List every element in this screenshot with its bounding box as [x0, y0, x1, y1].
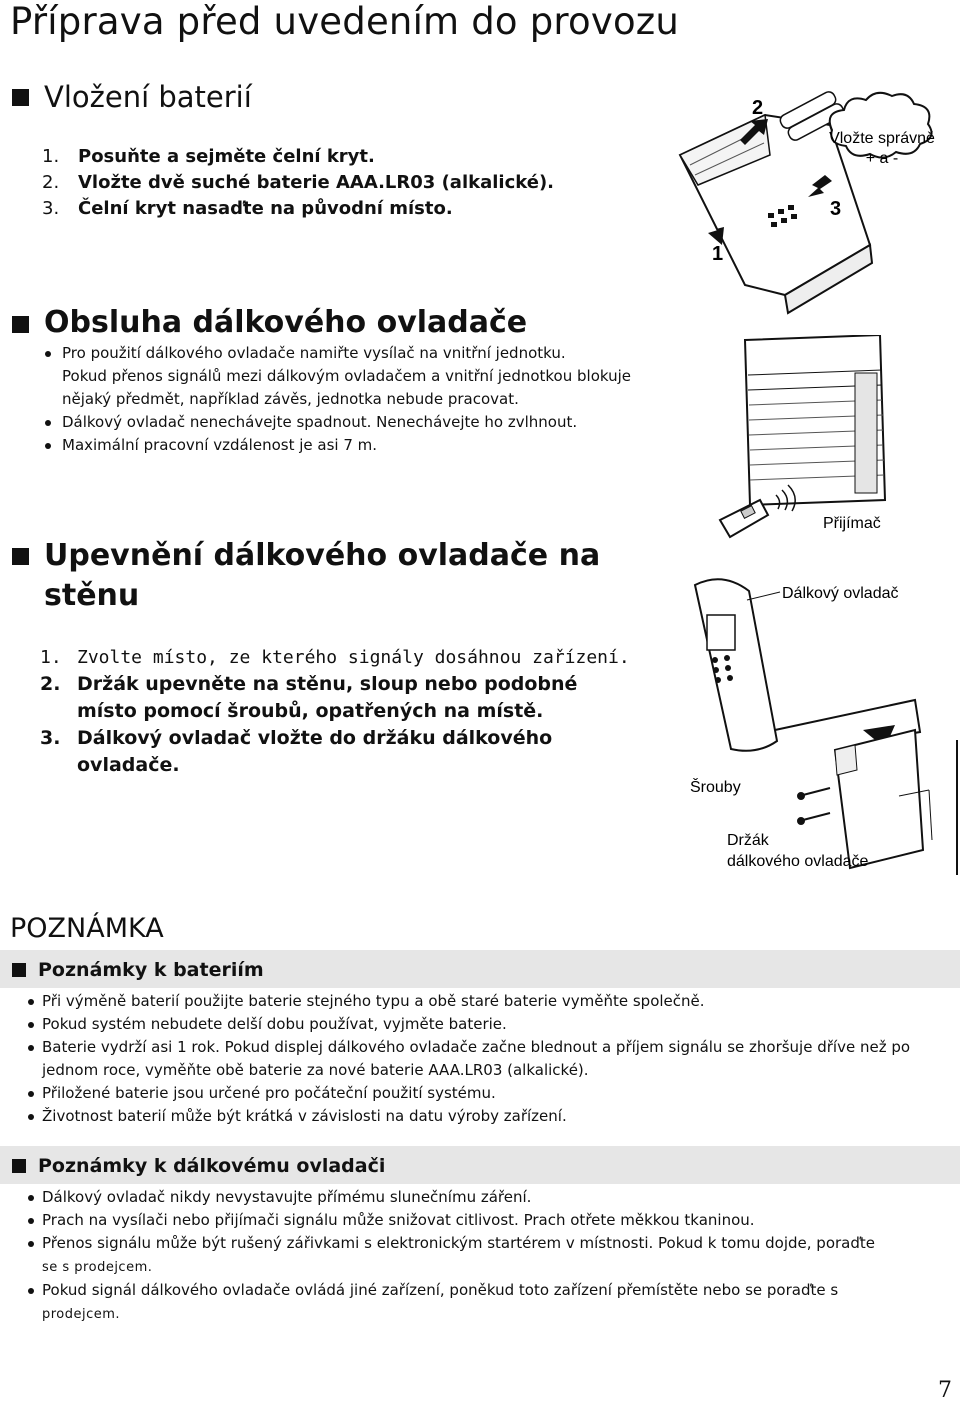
- list-item: [45, 365, 645, 411]
- square-bullet-icon: [12, 316, 29, 333]
- figure-step-label: 2: [752, 97, 764, 119]
- step-text: Zvolte místo, ze kterého signály dosáhnou zařízení.: [77, 647, 630, 668]
- bullet-text: Pokud přenos signálů mezi dálkovým ovladačem a vnitřní jednotkou blokuje nějaký předmět, například závěs, jednotka nebude pracovat.: [62, 367, 632, 408]
- step-number: 2.: [40, 673, 61, 695]
- section-title: Vložení baterií: [44, 80, 252, 114]
- note-heading-batteries: [8, 958, 264, 982]
- bullet-dot-icon: [28, 1114, 34, 1120]
- bullet-dot-icon: [28, 1241, 34, 1247]
- step-text: Čelní kryt nasaďte na původní místo.: [78, 198, 453, 219]
- section-title: Upevnění dálkového ovladače na stěnu: [44, 538, 601, 613]
- list-item: [28, 990, 933, 1013]
- note-text: Při výměně baterií použijte baterie stejného typu a obě staré baterie vyměňte společně.: [42, 992, 705, 1010]
- bullet-text: Dálkový ovladač nenechávejte spadnout. Nenechávejte ho zvlhnout.: [62, 413, 578, 431]
- bullet-dot-icon: [45, 351, 51, 357]
- bullet-dot-icon: [45, 420, 51, 426]
- bullet-dot-icon: [28, 999, 34, 1005]
- step-item: [42, 170, 554, 196]
- list-item: [45, 342, 645, 365]
- square-bullet-icon: [12, 89, 29, 106]
- wall-mount-illustration: [685, 570, 960, 880]
- step-number: 3.: [40, 727, 61, 749]
- list-item: [28, 1279, 933, 1326]
- list-item: [28, 1082, 933, 1105]
- step-item: [40, 725, 640, 779]
- battery-insertion-illustration: [660, 85, 960, 325]
- figure-step-label: 1: [712, 243, 724, 265]
- step-item: [40, 671, 640, 725]
- remote-controller-shape: [695, 579, 777, 751]
- note-heading-remote: [8, 1154, 385, 1178]
- step-number: 3.: [42, 198, 60, 219]
- section-heading-operation: [8, 305, 527, 341]
- holder-label-line1: Držák: [727, 832, 769, 849]
- list-item: [45, 411, 645, 434]
- step-text: Posuňte a sejměte čelní kryt.: [78, 146, 375, 167]
- note-text: Přenos signálu může být rušený zářivkami s elektronickým startérem v místnosti. Pokud k tomu dojde, poraďte: [42, 1234, 875, 1252]
- step-item: [42, 196, 554, 222]
- step-number: 1.: [42, 146, 60, 167]
- step-text: Držák upevněte na stěnu, sloup nebo podobné místo pomocí šroubů, opatřených na místě.: [77, 673, 578, 722]
- bullet-text: Pro použití dálkového ovladače namiřte vysílač na vnitřní jednotku.: [62, 344, 566, 362]
- list-item: [28, 1232, 933, 1279]
- bullet-text: Maximální pracovní vzdálenost je asi 7 m.: [62, 436, 378, 454]
- callout-text-line2: + a -: [865, 150, 899, 167]
- holder-label-line2: dálkového ovladače: [727, 853, 869, 870]
- section-heading-wall: [8, 536, 628, 616]
- note-text: Životnost baterií může být krátká v závislosti na datu výroby zařízení.: [42, 1107, 567, 1125]
- note-heading-text: Poznámky k bateriím: [38, 959, 264, 981]
- remote-pointing-icon: [720, 500, 768, 537]
- bullet-dot-icon: [28, 1288, 34, 1294]
- step-text: Vložte dvě suché baterie AAA.LR03 (alkalické).: [78, 172, 555, 193]
- figure-step-label: 3: [830, 198, 842, 220]
- note-text-tail: prodejcem.: [42, 1307, 121, 1322]
- leader-line: [747, 592, 780, 600]
- note-title: POZNÁMKA: [10, 913, 164, 944]
- screw-icon: [798, 788, 830, 824]
- section-title: Obsluha dálkového ovladače: [44, 305, 528, 340]
- step-item: [42, 144, 554, 170]
- battery-notes: [28, 990, 933, 1128]
- indoor-unit-illustration: [690, 335, 960, 565]
- step-number: 1.: [40, 647, 62, 668]
- list-item: [28, 1013, 933, 1036]
- indoor-unit-shape: [745, 335, 885, 505]
- note-text-tail: se s prodejcem.: [42, 1260, 153, 1275]
- insert-path-line: [775, 700, 920, 738]
- screws-label: Šrouby: [690, 779, 741, 796]
- note-text: Prach na vysílači nebo přijímači signálu může snižovat citlivost. Prach otřete měkkou tkaninou.: [42, 1211, 755, 1229]
- remote-notes: [28, 1186, 933, 1326]
- list-item: [28, 1105, 933, 1128]
- callout-text-line1: Vložte správně: [829, 130, 935, 147]
- receiver-label: Přijímač: [823, 515, 881, 532]
- section-heading-batteries: [8, 80, 252, 114]
- bullet-dot-icon: [28, 1022, 34, 1028]
- page-number: 7: [938, 1378, 952, 1403]
- bullet-dot-icon: [45, 443, 51, 449]
- step-item: [40, 644, 640, 671]
- bullet-dot-icon: [28, 1091, 34, 1097]
- step-text: Dálkový ovladač vložte do držáku dálkového ovladače.: [77, 727, 553, 776]
- note-text: Přiložené baterie jsou určené pro počáteční použití systému.: [42, 1084, 496, 1102]
- step-number: 2.: [42, 172, 60, 193]
- bullet-dot-icon: [28, 1045, 34, 1051]
- battery-steps: [42, 144, 554, 222]
- operation-bullets: [45, 342, 645, 457]
- callout-cloud: [830, 93, 932, 158]
- note-heading-text: Poznámky k dálkovému ovladači: [38, 1155, 386, 1177]
- page-title: Příprava před uvedením do provozu: [10, 0, 680, 43]
- note-text: Pokud systém nebudete delší dobu používat, vyjměte baterie.: [42, 1015, 507, 1033]
- note-text: Dálkový ovladač nikdy nevystavujte přímému slunečnímu záření.: [42, 1188, 532, 1206]
- square-bullet-icon: [12, 548, 29, 565]
- note-text: Baterie vydrží asi 1 rok. Pokud displej dálkového ovladače začne blednout a příjem signálu se zhoršuje dříve než po jednom roce, vyměňte obě baterie za nové baterie AAA.LR03 (alkalické).: [42, 1038, 911, 1079]
- square-bullet-icon: [12, 1159, 26, 1173]
- list-item: [45, 434, 645, 457]
- remote-label: Dálkový ovladač: [782, 585, 899, 602]
- list-item: [28, 1186, 933, 1209]
- list-item: [28, 1209, 933, 1232]
- wall-steps: [40, 644, 640, 779]
- square-bullet-icon: [12, 963, 26, 977]
- list-item: [28, 1036, 933, 1082]
- note-text: Pokud signál dálkového ovladače ovládá jiné zařízení, poněkud toto zařízení přemístěte nebo se poraďte s: [42, 1281, 839, 1299]
- bullet-dot-icon: [28, 1218, 34, 1224]
- bullet-dot-icon: [28, 1195, 34, 1201]
